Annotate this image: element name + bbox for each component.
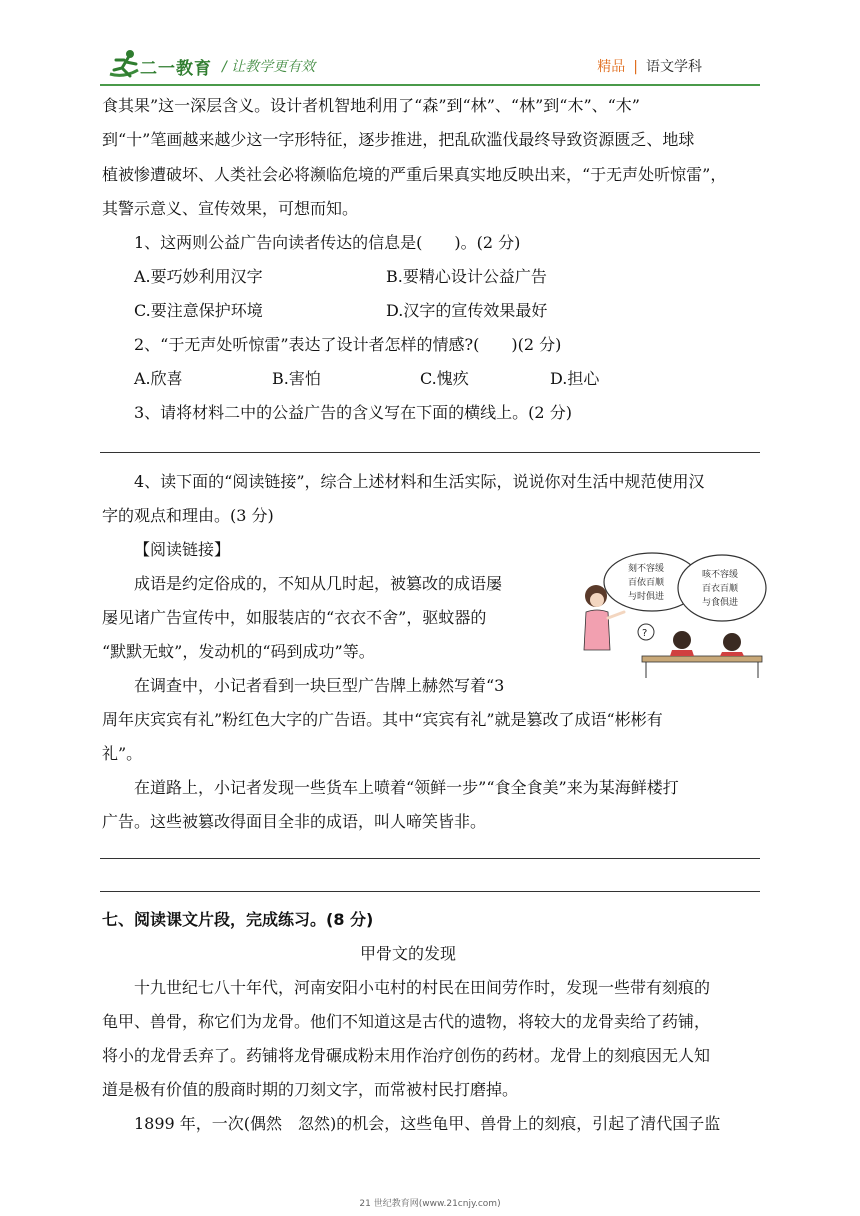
- link-para3-line2: 广告。这些被篡改得面目全非的成语，叫人啼笑皆非。: [102, 812, 487, 831]
- cartoon-illustration: [582, 552, 768, 680]
- link-title: 【阅读链接】: [134, 540, 231, 559]
- bubble-right-line2: 百衣百顺: [702, 584, 739, 594]
- svg-text:?: ?: [642, 628, 648, 639]
- passage-para1-line4: 道是极有价值的殷商时期的刀刻文字，而常被村民打磨掉。: [102, 1080, 519, 1099]
- section7-title: 七、阅读课文片段，完成练习。(8 分): [102, 910, 374, 929]
- answer-line: [100, 858, 760, 859]
- q2-stem: 2、“于无声处听惊雷”表达了设计者怎样的情感?( )(2 分): [134, 335, 562, 354]
- bubble-right-line3: 与食俱进: [702, 598, 739, 608]
- link-para2-line1: 在调查中，小记者看到一块巨型广告牌上赫然写着“3: [134, 676, 505, 695]
- q1-option-a: A.要巧妙利用汉字: [134, 267, 263, 286]
- q4-line2: 字的观点和理由。(3 分): [102, 506, 274, 525]
- link-para1-line2: 屡见诸广告宣传中，如服装店的“衣衣不舍”，驱蚊器的: [102, 608, 487, 627]
- q1-option-d: D.汉字的宣传效果最好: [386, 301, 548, 320]
- passage-para1-line3: 将小的龙骨丢弃了。药铺将龙骨碾成粉末用作治疗创伤的药材。龙骨上的刻痕因无人知: [102, 1046, 711, 1065]
- para1-line4: 其警示意义、宣传效果，可想而知。: [102, 199, 359, 218]
- logo-text: 二一教育: [140, 59, 212, 79]
- link-para2-line2: 周年庆宾宾有礼”粉红色大字的广告语。其中“宾宾有礼”就是篡改了成语“彬彬有: [102, 710, 663, 729]
- q2-option-d: D.担心: [550, 369, 600, 388]
- q2-option-c: C.愧疚: [420, 369, 469, 388]
- q2-option-b: B.害怕: [272, 369, 321, 388]
- bubble-left-line3: 与时俱进: [628, 592, 665, 602]
- answer-line: [100, 891, 760, 892]
- footer: 21 世纪教育网(www.21cnjy.com): [359, 1199, 501, 1209]
- q4-line1: 4、读下面的“阅读链接”，综合上述材料和生活实际，说说你对生活中规范使用汉: [134, 472, 705, 491]
- passage-title: 甲骨文的发现: [360, 944, 457, 963]
- link-para2-line3: 礼”。: [102, 744, 143, 763]
- passage-para2-line1: 1899 年，一次(偶然 忽然)的机会，这些龟甲、兽骨上的刻痕，引起了清代国子监: [134, 1114, 721, 1133]
- para1-line1: 食其果”这一深层含义。设计者机智地利用了“森”到“林”、“林”到“木”、“木”: [102, 96, 640, 115]
- bubble-left-line2: 百依百顺: [628, 578, 665, 588]
- q1-option-c: C.要注意保护环境: [134, 301, 263, 320]
- bubble-left-line1: 刻不容缓: [628, 564, 665, 574]
- header-rule: [100, 84, 760, 86]
- para1-line2: 到“十”笔画越来越少这一字形特征，逐步推进，把乱砍滥伐最终导致资源匮乏、地球: [102, 130, 695, 149]
- label-premium: 精品: [597, 59, 626, 75]
- passage-para1-line2: 龟甲、兽骨，称它们为龙骨。他们不知道这是古代的遗物，将较大的龙骨卖给了药铺，: [102, 1012, 711, 1031]
- bubble-right-line1: 咳不容缓: [702, 570, 739, 580]
- link-para1-line3: “默默无蚊”，发动机的“码到成功”等。: [102, 642, 375, 661]
- answer-line: [100, 452, 760, 453]
- label-subject: 语文学科: [646, 59, 702, 75]
- q3-stem: 3、请将材料二中的公益广告的含义写在下面的横线上。(2 分): [134, 403, 572, 422]
- q1-option-b: B.要精心设计公益广告: [386, 267, 547, 286]
- q1-stem: 1、这两则公益广告向读者传达的信息是( )。(2 分): [134, 233, 521, 252]
- header-right: [597, 56, 702, 76]
- separator: |: [633, 59, 638, 75]
- page-header: [0, 0, 860, 86]
- para1-line3: 植被惨遭破坏、人类社会必将濒临危境的严重后果真实地反映出来，“于无声处听惊雷”，: [102, 165, 727, 184]
- slogan: / 让教学更有效: [222, 59, 316, 75]
- q2-option-a: A.欣喜: [134, 369, 183, 388]
- passage-para1-line1: 十九世纪七八十年代，河南安阳小屯村的村民在田间劳作时，发现一些带有刻痕的: [134, 978, 711, 997]
- link-para1-line1: 成语是约定俗成的，不知从几时起，被篡改的成语屡: [134, 574, 503, 593]
- link-para3-line1: 在道路上，小记者发现一些货车上喷着“领鲜一步”“食全食美”来为某海鲜楼打: [134, 778, 679, 797]
